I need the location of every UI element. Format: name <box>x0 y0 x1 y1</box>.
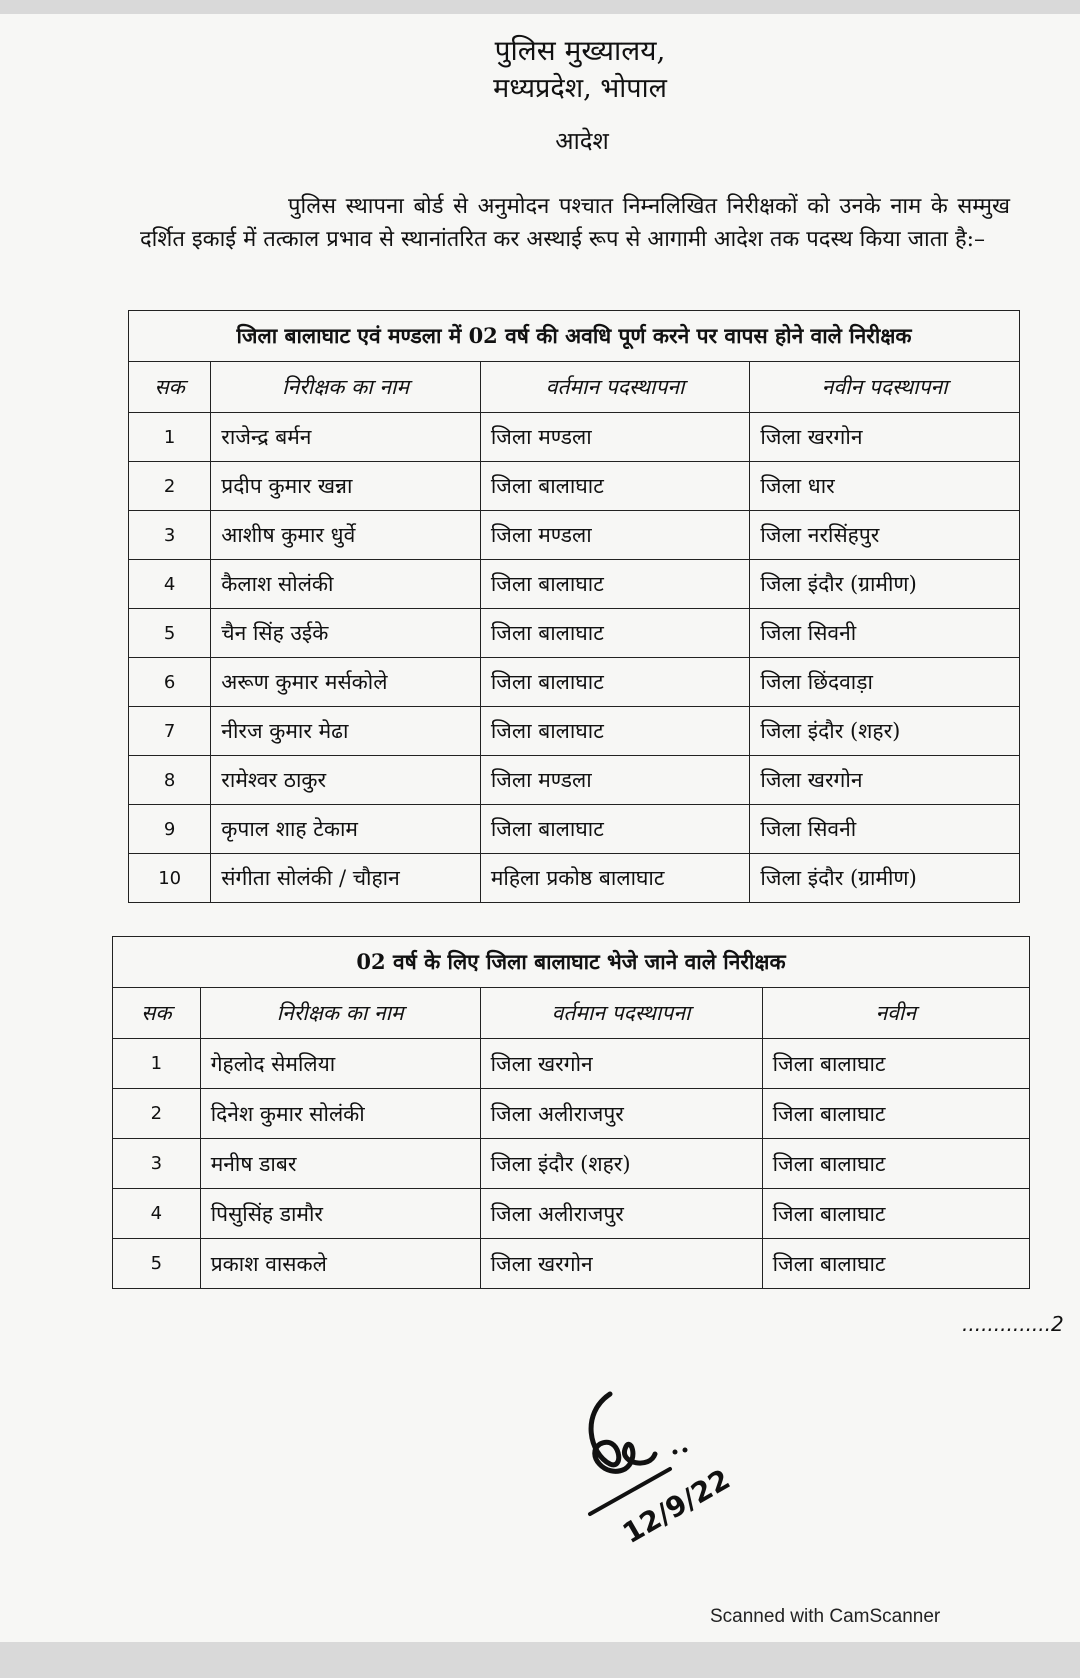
header-current-posting: वर्तमान पदस्थापना <box>480 988 762 1039</box>
header-current-posting: वर्तमान पदस्थापना <box>480 362 750 413</box>
cell-current-posting: जिला बालाघाट <box>480 805 750 854</box>
header-new-posting: नवीन <box>762 988 1029 1039</box>
cell-new-posting: जिला नरसिंहपुर <box>750 511 1020 560</box>
cell-current-posting: जिला बालाघाट <box>480 609 750 658</box>
table-row <box>129 658 1020 707</box>
table-title-row <box>129 311 1020 362</box>
cell-new-posting: जिला बालाघाट <box>762 1239 1029 1289</box>
table-row <box>113 1189 1030 1239</box>
cell-current-posting: जिला बालाघाट <box>480 560 750 609</box>
cell-current-posting: जिला मण्डला <box>480 511 750 560</box>
office-location: मध्यप्रदेश, भोपाल <box>493 73 667 104</box>
cell-new-posting: जिला बालाघाट <box>762 1039 1029 1089</box>
cell-current-posting: जिला बालाघाट <box>480 658 750 707</box>
cell-serial: 3 <box>129 511 211 560</box>
cell-inspector-name: गेहलोद सेमलिया <box>200 1039 480 1089</box>
cell-serial: 4 <box>113 1189 201 1239</box>
cell-current-posting: जिला मण्डला <box>480 756 750 805</box>
cell-new-posting: जिला धार <box>750 462 1020 511</box>
cell-new-posting: जिला खरगोन <box>750 756 1020 805</box>
cell-serial: 3 <box>113 1139 201 1189</box>
cell-inspector-name: आशीष कुमार धुर्वे <box>211 511 481 560</box>
table-row <box>129 609 1020 658</box>
header-name: निरीक्षक का नाम <box>200 988 480 1039</box>
table-row <box>129 511 1020 560</box>
cell-inspector-name: कृपाल शाह टेकाम <box>211 805 481 854</box>
table-body <box>113 1039 1030 1289</box>
header-serial: सक <box>113 988 201 1039</box>
cell-current-posting: जिला मण्डला <box>480 413 750 462</box>
cell-serial: 9 <box>129 805 211 854</box>
table-row <box>129 413 1020 462</box>
next-page-marker: ..............2 <box>962 1312 1064 1336</box>
cell-inspector-name: पिसुसिंह डामौर <box>200 1189 480 1239</box>
cell-current-posting: जिला खरगोन <box>480 1239 762 1289</box>
cell-serial: 4 <box>129 560 211 609</box>
cell-serial: 2 <box>113 1089 201 1139</box>
office-name: पुलिस मुख्यालय, <box>494 34 666 67</box>
cell-serial: 6 <box>129 658 211 707</box>
table-row <box>129 805 1020 854</box>
header-serial: सक <box>129 362 211 413</box>
cell-inspector-name: कैलाश सोलंकी <box>211 560 481 609</box>
intro-paragraph: पुलिस स्थापना बोर्ड से अनुमोदन पश्चात निम्नलिखित निरीक्षकों को उनके नाम के सम्मुख दर्शित इकाई में तत्काल प्रभाव से स्थानांतरित कर अस्थाई रूप से आगामी आदेश तक पदस्थ किया जाता है:– <box>140 194 1010 252</box>
table-row <box>129 462 1020 511</box>
cell-serial: 1 <box>113 1039 201 1089</box>
cell-serial: 7 <box>129 707 211 756</box>
cell-inspector-name: नीरज कुमार मेढा <box>211 707 481 756</box>
table-row <box>113 1239 1030 1289</box>
table-row <box>129 560 1020 609</box>
cell-current-posting: जिला इंदौर (शहर) <box>480 1139 762 1189</box>
table-title-row <box>113 937 1030 988</box>
cell-inspector-name: राजेन्द्र बर्मन <box>211 413 481 462</box>
cell-inspector-name: प्रदीप कुमार खन्ना <box>211 462 481 511</box>
cell-inspector-name: चैन सिंह उईके <box>211 609 481 658</box>
header-name: निरीक्षक का नाम <box>211 362 481 413</box>
table-row <box>113 1039 1030 1089</box>
cell-current-posting: जिला अलीराजपुर <box>480 1189 762 1239</box>
table-header-row <box>129 362 1020 413</box>
table-row <box>129 707 1020 756</box>
scanned-page <box>0 14 1080 1642</box>
cell-new-posting: जिला इंदौर (ग्रामीण) <box>750 854 1020 903</box>
cell-serial: 1 <box>129 413 211 462</box>
cell-new-posting: जिला बालाघाट <box>762 1089 1029 1139</box>
cell-current-posting: महिला प्रकोष्ठ बालाघाट <box>480 854 750 903</box>
cell-current-posting: जिला बालाघाट <box>480 707 750 756</box>
cell-current-posting: जिला अलीराजपुर <box>480 1089 762 1139</box>
cell-new-posting: जिला छिंदवाड़ा <box>750 658 1020 707</box>
cell-inspector-name: प्रकाश वासकले <box>200 1239 480 1289</box>
table-row <box>113 1089 1030 1139</box>
cell-inspector-name: अरूण कुमार मर्सकोले <box>211 658 481 707</box>
cell-current-posting: जिला खरगोन <box>480 1039 762 1089</box>
handwritten-signature <box>580 1374 760 1564</box>
cell-serial: 8 <box>129 756 211 805</box>
cell-new-posting: जिला सिवनी <box>750 609 1020 658</box>
order-title: आदेश <box>555 127 609 155</box>
cell-new-posting: जिला इंदौर (शहर) <box>750 707 1020 756</box>
cell-new-posting: जिला इंदौर (ग्रामीण) <box>750 560 1020 609</box>
header-new-posting: नवीन पदस्थापना <box>750 362 1020 413</box>
cell-new-posting: जिला बालाघाट <box>762 1189 1029 1239</box>
cell-serial: 5 <box>113 1239 201 1289</box>
table-body <box>129 413 1020 903</box>
cell-serial: 2 <box>129 462 211 511</box>
table-row <box>129 756 1020 805</box>
scanner-watermark: Scanned with CamScanner <box>710 1606 941 1627</box>
cell-serial: 10 <box>129 854 211 903</box>
transfer-table-return <box>128 310 1020 903</box>
signature-date: 12/9/22 <box>617 1462 736 1551</box>
cell-inspector-name: संगीता सोलंकी / चौहान <box>211 854 481 903</box>
cell-new-posting: जिला बालाघाट <box>762 1139 1029 1189</box>
cell-current-posting: जिला बालाघाट <box>480 462 750 511</box>
letterhead <box>0 32 1080 157</box>
table-title: जिला बालाघाट एवं मण्डला में 02 वर्ष की अवधि पूर्ण करने पर वापस होने वाले निरीक्षक <box>129 311 1020 362</box>
cell-serial: 5 <box>129 609 211 658</box>
cell-inspector-name: मनीष डाबर <box>200 1139 480 1189</box>
table-row <box>113 1139 1030 1189</box>
table-title: 02 वर्ष के लिए जिला बालाघाट भेजे जाने वाले निरीक्षक <box>113 937 1030 988</box>
table-header-row <box>113 988 1030 1039</box>
cell-inspector-name: रामेश्वर ठाकुर <box>211 756 481 805</box>
table-row <box>129 854 1020 903</box>
cell-inspector-name: दिनेश कुमार सोलंकी <box>200 1089 480 1139</box>
cell-new-posting: जिला खरगोन <box>750 413 1020 462</box>
transfer-table-balaghat <box>112 936 1030 1289</box>
cell-new-posting: जिला सिवनी <box>750 805 1020 854</box>
